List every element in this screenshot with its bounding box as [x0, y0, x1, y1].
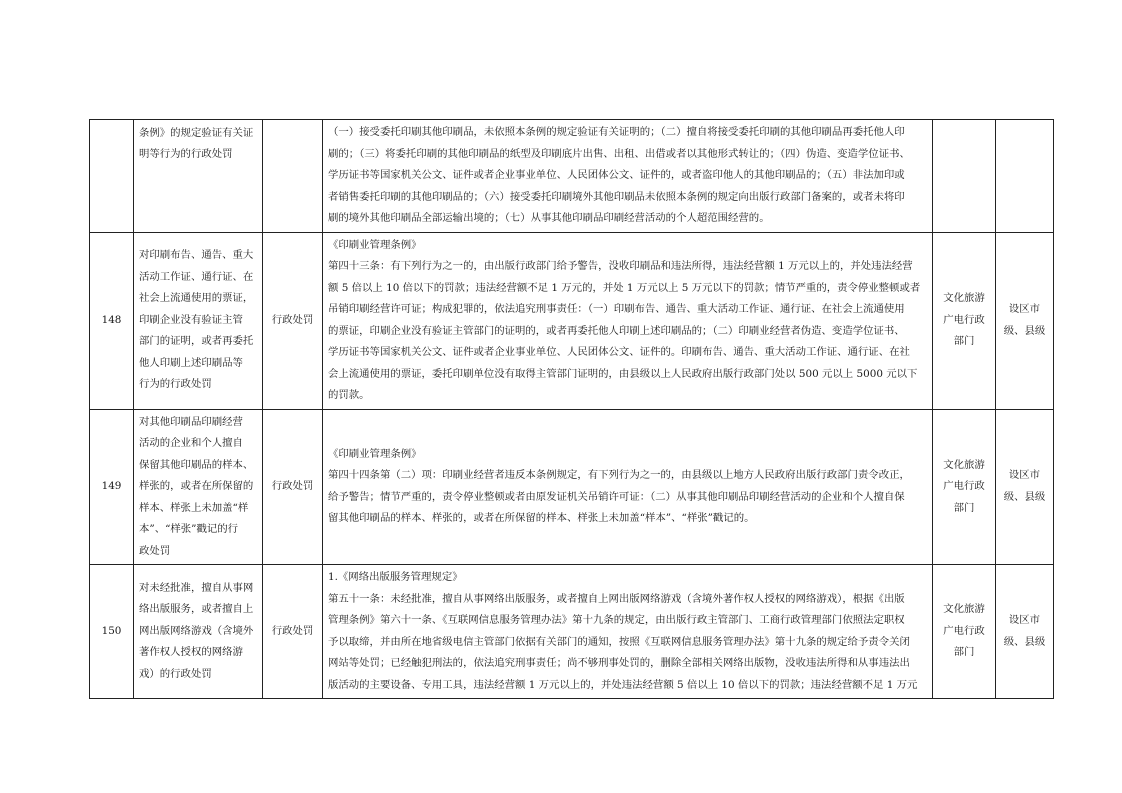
legal-basis-line: 第四十三条：有下列行为之一的，由出版行政部门给予警告，没收印刷品和违法所得，违法经营额 1 万元以上的，并处违法经营: [328, 260, 913, 272]
department-cell: [933, 120, 996, 233]
jurisdiction-level-line: 设区市: [1008, 614, 1041, 626]
legal-basis-line: 的票证，印刷企业没有验证主管部门的证明的，或者再委托他人印刷上述印刷品的；（二）印刷业经营者伪造、变造学位证书、: [328, 324, 905, 337]
item-name-line: 印刷企业没有验证主管: [139, 313, 243, 326]
jurisdiction-level-line: 级、县级: [1003, 490, 1046, 503]
department-cell: [933, 232, 996, 409]
department-line: 部门: [953, 335, 975, 348]
action-type-cell: 行政处罚: [263, 565, 323, 699]
jurisdiction-level-line: 级、县级: [1003, 635, 1046, 648]
department-line: 广电行政: [943, 480, 985, 492]
legal-basis-cell: [323, 232, 933, 409]
legal-basis-line: 的罚款。: [328, 389, 370, 401]
item-name-line: 部门的证明，或者再委托: [139, 335, 254, 348]
department-line: 文化旅游: [943, 458, 985, 471]
item-name-line: 对未经批准，擅自从事网: [139, 581, 254, 594]
table-row: [90, 120, 1054, 233]
item-name-line: 活动工作证、通行证、在: [139, 270, 254, 283]
item-name-line: 保留其他印刷品的样本、: [139, 458, 254, 471]
item-name-line: 样张的，或者在所保留的: [139, 480, 254, 492]
legal-basis-line: 1.《网络出版服务管理规定》: [328, 571, 463, 583]
item-name-line: 著作权人授权的网络游: [139, 646, 243, 659]
legal-basis-line: 额 5 倍以上 10 倍以下的罚款；违法经营额不足 1 万元的，并处 1 万元以上 5 万元以下的罚款；情节严重的，责令停业整顿或者: [328, 281, 921, 294]
legal-basis-line: 第四十四条第（二）项：印刷业经营者违反本条例规定，有下列行为之一的，由县级以上地方人民政府出版行政部门责令改正，: [328, 469, 910, 482]
legal-basis-cell: [323, 565, 933, 699]
legal-basis-line: 者销售委托印刷的其他印刷品的；（六）接受委托印刷境外其他印刷品未依照本条例的规定向出版行政部门备案的，或者未将印: [328, 190, 905, 203]
action-type-cell: 行政处罚: [263, 409, 323, 565]
legal-basis-cell: [323, 120, 933, 233]
legal-basis-line: 管理条例》第六十一条、《互联网信息服务管理办法》第十九条的规定，由出版行政主管部门、工商行政管理部门依照法定职权: [328, 614, 905, 626]
jurisdiction-level-line: 设区市: [1008, 303, 1041, 315]
legal-basis-line: 给予警告；情节严重的，责令停业整顿或者由原发证机关吊销许可证：（二）从事其他印刷品印刷经营活动的企业和个人擅自保: [328, 490, 905, 503]
department-line: 文化旅游: [943, 292, 985, 305]
legal-basis-line: 留其他印刷品的样本、样张的，或者在所保留的样本、样张上未加盖“样本”、“样张”戳记的。: [328, 512, 755, 525]
legal-basis-line: 网站等处罚；已经触犯刑法的，依法追究刑事责任；尚不够刑事处罚的，删除全部相关网络出版物，没收违法所得和从事违法出: [328, 657, 910, 669]
item-name-line: 络出版服务，或者擅自上: [139, 603, 254, 616]
item-name-line: 活动的企业和个人擅自: [139, 437, 243, 449]
legal-basis-line: 予以取缔，并由所在地省级电信主管部门依据有关部门的通知，按照《互联网信息服务管理办法》第十九条的规定给予责令关闭: [328, 635, 910, 648]
item-name-line: 样本、样张上未加盖“样: [139, 501, 249, 514]
item-name-line: 社会上流通使用的票证，: [139, 292, 254, 305]
jurisdiction-level-cell: [996, 565, 1054, 699]
legal-basis-line: 第五十一条：未经批准，擅自从事网络出版服务，或者擅自上网出版网络游戏（含境外著作权人授权的网络游戏），根据《出版: [328, 592, 905, 605]
legal-basis-line: 学历证书等国家机关公文、证件或者企业事业单位、人民团体公文、证件的，或者盗印他人的其他印刷品的；（五）非法加印或: [328, 169, 905, 181]
item-name-line: 他人印刷上述印刷品等: [139, 356, 243, 369]
legal-basis-line: 学历证书等国家机关公文、证件或者企业事业单位、人民团体公文、证件的。印刷布告、通告、重大活动工作证、通行证、在社: [328, 346, 910, 358]
item-name-cell: [134, 409, 263, 565]
department-line: 广电行政: [943, 624, 985, 637]
item-name-line: 行为的行政处罚: [139, 378, 212, 391]
action-type-cell: [263, 120, 323, 233]
department-line: 部门: [953, 501, 975, 514]
legal-basis-line: 版活动的主要设备、专用工具，违法经营额 1 万元以上的，并处违法经营额 5 倍以上 10 倍以下的罚款；违法经营额不足 1 万元: [328, 678, 918, 691]
item-name-line: 戏）的行政处罚: [139, 667, 212, 680]
legal-basis-line: （一）接受委托印刷其他印刷品，未依照本条例的规定验证有关证明的；（二）擅自将接受委托印刷的其他印刷品再委托他人印: [328, 126, 905, 138]
legal-basis-line: 会上流通使用的票证，委托印刷单位没有取得主管部门证明的，由县级以上人民政府出版行政部门处以 500 元以上 5000 元以下: [328, 367, 918, 380]
legal-basis-line: 吊销印刷经营许可证；构成犯罪的，依法追究刑事责任：（一）印刷布告、通告、重大活动工作证、通行证、在社会上流通使用: [328, 303, 905, 315]
legal-basis-line: 刷的；（三）将委托印刷的其他印刷品的纸型及印刷底片出售、出租、出借或者以其他形式转让的；（四）伪造、变造学位证书、: [328, 147, 910, 160]
row-number: [90, 120, 134, 233]
department-line: 广电行政: [943, 313, 985, 326]
table-row: [90, 565, 1054, 699]
item-name-line: 条例》的规定验证有关证: [139, 126, 254, 139]
jurisdiction-level-line: 级、县级: [1003, 324, 1046, 337]
jurisdiction-level-cell: [996, 120, 1054, 233]
item-name-line: 政处罚: [139, 544, 171, 557]
row-number: 149: [90, 409, 134, 565]
item-name-cell: [134, 120, 263, 233]
legal-basis-line: 刷的境外其他印刷品全部运输出境的；（七）从事其他印刷品印刷经营活动的个人超范围经营的。: [328, 212, 770, 224]
jurisdiction-level-cell: [996, 232, 1054, 409]
item-name-cell: [134, 232, 263, 409]
table-row: [90, 232, 1054, 409]
legal-basis-line: 《印刷业管理条例》: [328, 447, 422, 460]
department-cell: [933, 565, 996, 699]
department-line: 文化旅游: [943, 603, 985, 616]
row-number: 148: [90, 232, 134, 409]
jurisdiction-level-cell: [996, 409, 1054, 565]
legal-basis-line: 《印刷业管理条例》: [328, 238, 422, 251]
item-name-cell: [134, 565, 263, 699]
item-name-line: 对印刷布告、通告、重大: [139, 249, 254, 262]
item-name-line: 对其他印刷品印刷经营: [139, 415, 243, 428]
item-name-line: 网出版网络游戏（含境外: [139, 624, 254, 637]
item-name-line: 本”、“样张”戳记的行: [139, 523, 239, 535]
jurisdiction-level-line: 设区市: [1008, 469, 1041, 482]
row-number: 150: [90, 565, 134, 699]
regulation-table: [89, 119, 1054, 699]
action-type-cell: 行政处罚: [263, 232, 323, 409]
legal-basis-cell: [323, 409, 933, 565]
table-row: [90, 409, 1054, 565]
item-name-line: 明等行为的行政处罚: [139, 148, 233, 161]
department-line: 部门: [953, 646, 975, 659]
department-cell: [933, 409, 996, 565]
